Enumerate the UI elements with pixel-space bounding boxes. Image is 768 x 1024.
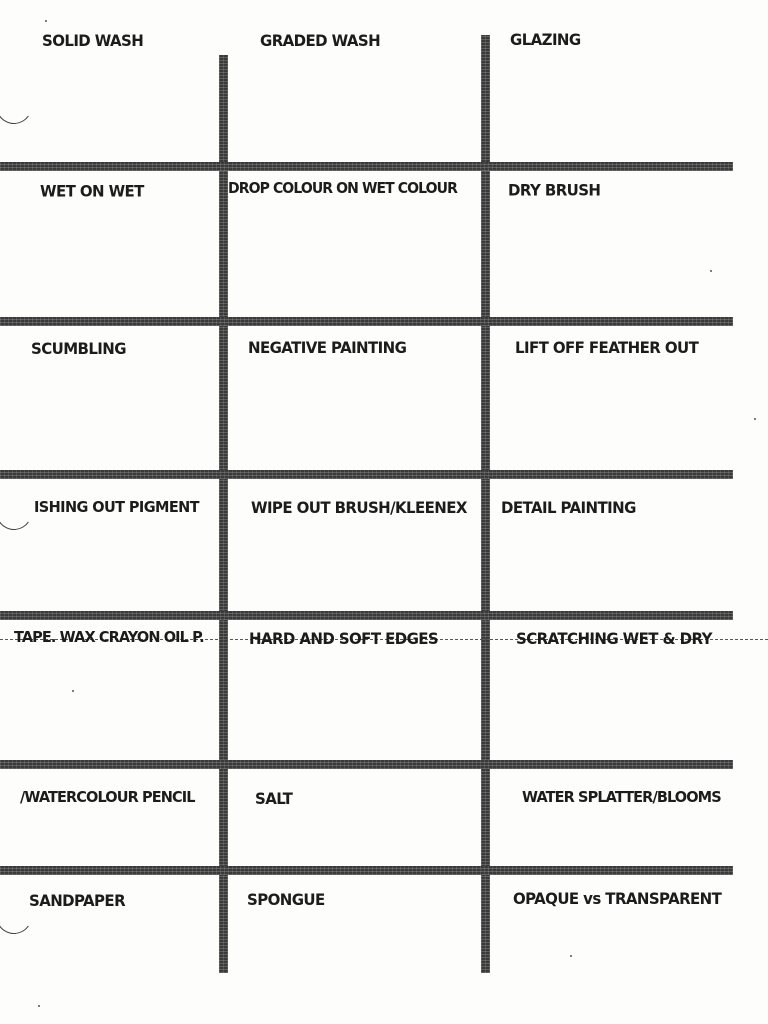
- technique-pushing-out-pigment: ISHING OUT PIGMENT: [34, 499, 199, 517]
- technique-spongue: SPONGUE: [247, 890, 325, 910]
- technique-negative-painting: NEGATIVE PAINTING: [248, 338, 407, 358]
- speck: [570, 955, 572, 957]
- grid-horizontal-line: [0, 760, 733, 769]
- grid-horizontal-line: [0, 866, 733, 875]
- grid-horizontal-line: [0, 162, 733, 171]
- technique-water-splatter: WATER SPLATTER/BLOOMS: [522, 789, 721, 807]
- technique-watercolour-pencil: /WATERCOLOUR PENCIL: [20, 789, 195, 807]
- technique-tape-wax: TAPE. WAX CRAYON OIL P.: [14, 629, 204, 647]
- speck: [754, 418, 756, 420]
- technique-sandpaper: SANDPAPER: [29, 891, 126, 911]
- speck: [72, 690, 74, 692]
- technique-opaque-transparent: OPAQUE vs TRANSPARENT: [513, 889, 722, 909]
- grid-horizontal-line: [0, 317, 733, 326]
- technique-glazing: GLAZING: [510, 30, 581, 50]
- punch-hole: [0, 491, 35, 533]
- technique-hard-soft-edges: HARD AND SOFT EDGES: [249, 629, 439, 649]
- technique-graded-wash: GRADED WASH: [260, 31, 381, 51]
- grid-vertical-line: [219, 55, 228, 973]
- technique-lift-off: LIFT OFF FEATHER OUT: [515, 338, 699, 358]
- speck: [710, 270, 712, 272]
- punch-hole: [0, 85, 35, 127]
- technique-wet-on-wet: WET ON WET: [40, 181, 144, 201]
- technique-dry-brush: DRY BRUSH: [508, 180, 601, 200]
- technique-solid-wash: SOLID WASH: [42, 31, 144, 51]
- grid-vertical-line: [481, 35, 490, 973]
- technique-wipe-out: WIPE OUT BRUSH/KLEENEX: [251, 498, 467, 518]
- speck: [45, 20, 47, 22]
- speck: [38, 1005, 40, 1007]
- grid-horizontal-line: [0, 611, 733, 620]
- technique-detail-painting: DETAIL PAINTING: [501, 498, 636, 518]
- technique-salt: SALT: [255, 789, 293, 809]
- technique-drop-colour: DROP COLOUR ON WET COLOUR: [228, 180, 458, 198]
- technique-scratching: SCRATCHING WET & DRY: [516, 629, 712, 649]
- grid-horizontal-line: [0, 470, 733, 479]
- technique-scumbling: SCUMBLING: [31, 339, 126, 359]
